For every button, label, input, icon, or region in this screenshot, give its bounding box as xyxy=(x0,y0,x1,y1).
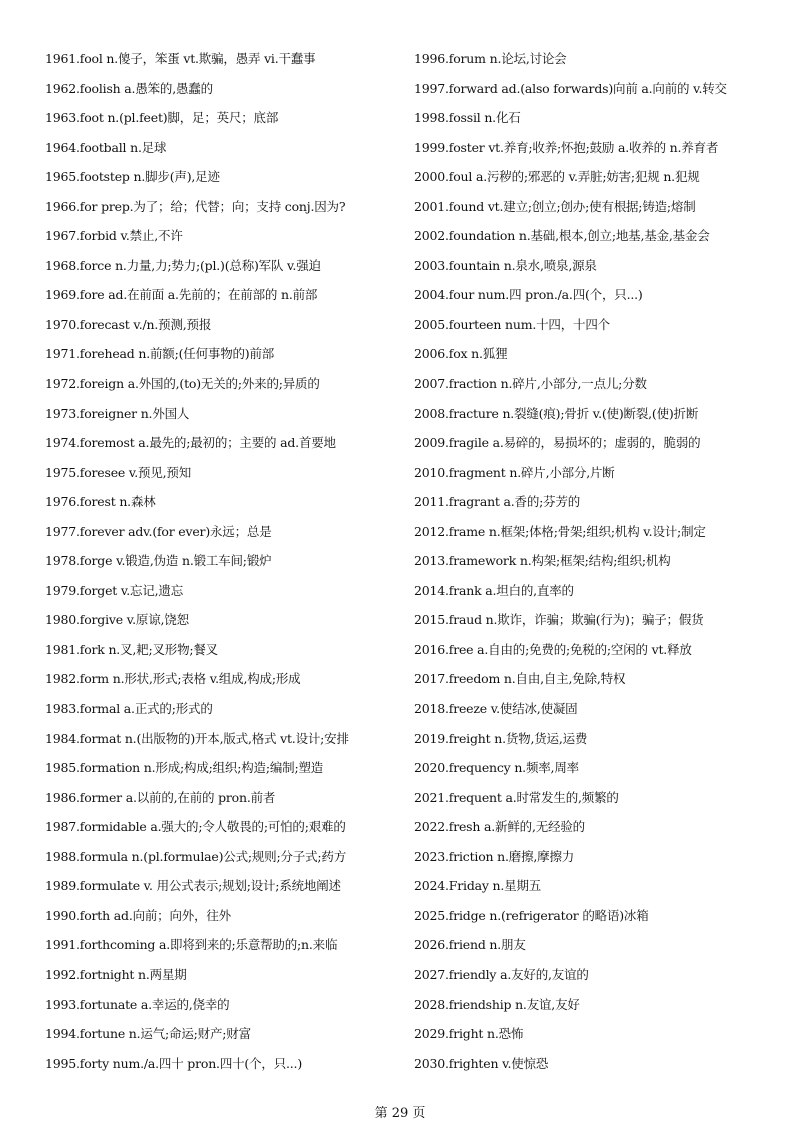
vocab-entry: 1978.forge v.锻造,伪造 n.锻工车间;锻炉 xyxy=(45,553,272,569)
vocab-entry: 1991.forthcoming a.即将到来的;乐意帮助的;n.来临 xyxy=(45,937,338,953)
vocab-entry: 2005.fourteen num.十四，十四个 xyxy=(414,316,610,332)
vocab-entry: 2000.foul a.污秽的;邪恶的 v.弄脏;妨害;犯规 n.犯规 xyxy=(414,169,700,185)
left-column xyxy=(45,44,405,1078)
vocab-entry: 2029.fright n.恐怖 xyxy=(414,1026,524,1042)
vocab-entry: 2015.fraud n.欺诈，诈骗；欺骗(行为)；骗子；假货 xyxy=(414,612,704,628)
vocab-entry: 1979.forget v.忘记,遗忘 xyxy=(45,582,184,598)
vocab-entry: 1987.formidable a.强大的;令人敬畏的;可怕的;艰难的 xyxy=(45,819,346,835)
vocab-entry: 2009.fragile a.易碎的，易损坏的；虚弱的，脆弱的 xyxy=(414,435,701,451)
vocab-entry: 2026.friend n.朋友 xyxy=(414,937,526,953)
vocab-entry: 1981.fork n.叉,耙;叉形物;餐叉 xyxy=(45,641,218,657)
vocab-entry: 2007.fraction n.碎片,小部分,一点儿;分数 xyxy=(414,376,647,392)
vocab-entry: 1965.footstep n.脚步(声),足迹 xyxy=(45,169,220,185)
vocab-entry: 1962.foolish a.愚笨的,愚蠢的 xyxy=(45,80,213,96)
vocab-entry: 2013.framework n.构架;框架;结构;组织;机构 xyxy=(414,553,671,569)
vocab-entry: 1968.force n.力量,力;势力;(pl.)(总称)军队 v.强迫 xyxy=(45,257,321,273)
vocab-entry: 2028.friendship n.友谊,友好 xyxy=(414,996,580,1012)
vocab-entry: 2023.friction n.磨擦,摩擦力 xyxy=(414,848,575,864)
vocab-entry: 2001.found vt.建立;创立;创办;使有根据;铸造;熔制 xyxy=(414,198,696,214)
vocab-entry: 2003.fountain n.泉水,喷泉,源泉 xyxy=(414,257,597,273)
vocab-entry: 1999.foster vt.养育;收养;怀抱;鼓励 a.收养的 n.养育者 xyxy=(414,139,719,155)
vocab-entry: 2018.freeze v.使结冰,使凝固 xyxy=(414,701,578,717)
vocab-entry: 1972.foreign a.外国的,(to)无关的;外来的;异质的 xyxy=(45,376,320,392)
vocab-entry: 1997.forward ad.(also forwards)向前 a.向前的 v.转交 xyxy=(414,80,727,96)
vocab-entry: 2004.four num.四 pron./a.四(个，只...) xyxy=(414,287,643,303)
vocab-entry: 1967.forbid v.禁止,不许 xyxy=(45,228,183,244)
vocab-entry: 2019.freight n.货物,货运,运费 xyxy=(414,730,588,746)
vocab-entry: 1995.forty num./a.四十 pron.四十(个，只...) xyxy=(45,1055,303,1071)
vocab-entry: 2010.fragment n.碎片,小部分,片断 xyxy=(414,464,615,480)
vocab-entry: 1988.formula n.(pl.formulae)公式;规则;分子式;药方 xyxy=(45,848,347,864)
vocab-entry: 1982.form n.形状,形式;表格 v.组成,构成;形成 xyxy=(45,671,301,687)
vocab-entry: 2030.frighten v.使惊恐 xyxy=(414,1055,549,1071)
vocab-entry: 1996.forum n.论坛,讨论会 xyxy=(414,51,567,66)
vocab-entry: 1985.formation n.形成;构成;组织;构造;编制;塑造 xyxy=(45,760,324,776)
vocab-entry: 1977.forever adv.(for ever)永远；总是 xyxy=(45,523,272,539)
vocab-entry: 1980.forgive v.原谅,饶恕 xyxy=(45,612,189,628)
vocab-entry: 1976.forest n.森林 xyxy=(45,494,156,510)
vocab-entry: 1983.formal a.正式的;形式的 xyxy=(45,701,213,717)
vocab-entry: 1990.forth ad.向前；向外，往外 xyxy=(45,907,231,923)
vocab-entry: 1971.forehead n.前额;(任何事物的)前部 xyxy=(45,346,275,362)
vocab-entry: 1984.format n.(出版物的)开本,版式,格式 vt.设计;安排 xyxy=(45,730,349,746)
vocab-entry: 2022.fresh a.新鲜的,无经验的 xyxy=(414,819,585,835)
vocab-entry: 2012.frame n.框架;体格;骨架;组织;机构 v.设计;制定 xyxy=(414,523,706,539)
vocab-entry: 2017.freedom n.自由,自主,免除,特权 xyxy=(414,671,626,687)
vocab-entry: 2021.frequent a.时常发生的,频繁的 xyxy=(414,789,619,805)
vocab-entry: 1964.football n.足球 xyxy=(45,139,167,155)
vocab-entry: 1973.foreigner n.外国人 xyxy=(45,405,190,421)
page-number: 第 29 页 xyxy=(374,1106,426,1121)
vocab-entry: 2025.fridge n.(refrigerator 的略语)冰箱 xyxy=(414,907,649,923)
vocab-entry: 1998.fossil n.化石 xyxy=(414,110,521,126)
vocab-entry: 1970.forecast v./n.预测,预报 xyxy=(45,316,212,332)
vocab-entry: 2027.friendly a.友好的,友谊的 xyxy=(414,966,589,982)
vocab-entry: 1961.fool n.傻子，笨蛋 vt.欺骗，愚弄 vi.干蠢事 xyxy=(45,51,316,66)
vocab-entry: 2020.frequency n.频率,周率 xyxy=(414,760,579,776)
right-column xyxy=(414,44,794,1078)
vocab-entry: 2024.Friday n.星期五 xyxy=(414,878,542,894)
vocab-entry: 1992.fortnight n.两星期 xyxy=(45,966,187,982)
vocab-entry: 1993.fortunate a.幸运的,侥幸的 xyxy=(45,996,230,1012)
vocab-entry: 1975.foresee v.预见,预知 xyxy=(45,464,192,480)
vocab-entry: 1994.fortune n.运气;命运;财产;财富 xyxy=(45,1026,251,1042)
vocab-entry: 1969.fore ad.在前面 a.先前的；在前部的 n.前部 xyxy=(45,287,318,303)
vocab-entry: 1963.foot n.(pl.feet)脚，足；英尺；底部 xyxy=(45,110,279,126)
vocab-entry: 2011.fragrant a.香的;芬芳的 xyxy=(414,494,581,510)
vocab-entry: 1989.formulate v. 用公式表示;规划;设计;系统地阐述 xyxy=(45,878,341,894)
vocab-entry: 1974.foremost a.最先的;最初的；主要的 ad.首要地 xyxy=(45,435,336,451)
vocab-entry: 1986.former a.以前的,在前的 pron.前者 xyxy=(45,789,276,805)
vocab-entry: 2006.fox n.狐狸 xyxy=(414,346,508,362)
vocab-entry: 2014.frank a.坦白的,直率的 xyxy=(414,582,574,598)
vocab-entry: 2002.foundation n.基础,根本,创立;地基,基金,基金会 xyxy=(414,228,710,244)
vocab-entry: 2008.fracture n.裂缝(痕);骨折 v.(使)断裂,(使)折断 xyxy=(414,405,699,421)
vocab-entry: 1966.for prep.为了；给；代替；向；支持 conj.因为? xyxy=(45,198,346,214)
vocab-entry: 2016.free a.自由的;免费的;免税的;空闲的 vt.释放 xyxy=(414,641,692,657)
